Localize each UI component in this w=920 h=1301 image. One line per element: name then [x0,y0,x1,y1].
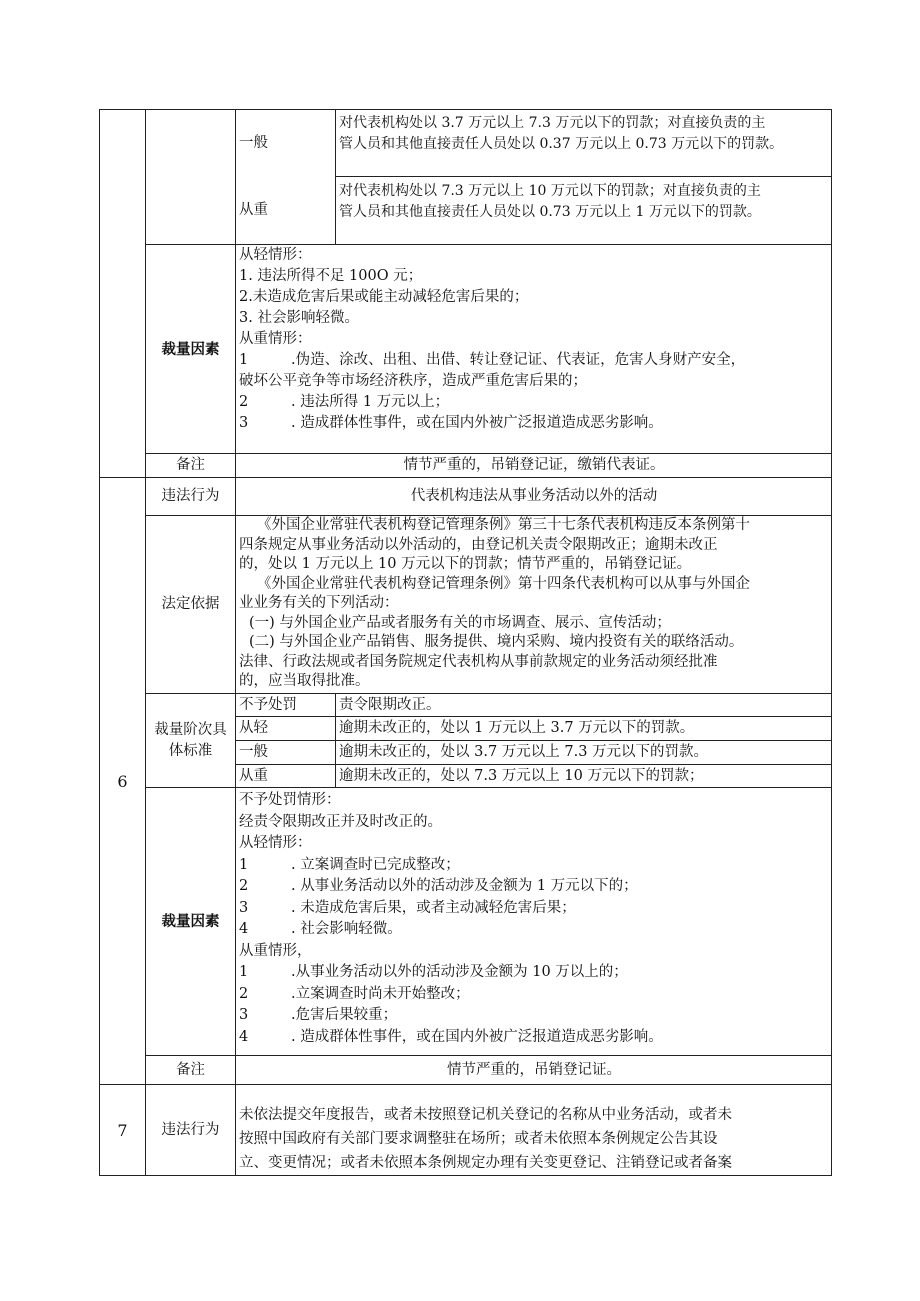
b7-violation-line3: 立、变更情况；或者未依照本条例规定办理有关变更登记、注销登记或者备案 [239,1155,732,1171]
b5-factors-content [236,245,832,453]
b5-level-heavy-line1: 对代表机构处以 7.3 万元以上 10 万元以下的罚款；对直接负责的主 [339,183,761,199]
b5-level-text-normal [336,113,832,173]
b6-light-4-text: . 社会影响轻微。 [291,921,402,937]
b6-heavy-4-num: 4 [239,1028,249,1045]
b6-none-title: 不予处罚情形： [239,792,341,808]
b5-light-3: 3. 社会影响轻微。 [239,310,359,326]
b6-none-1: 经责令限期改正并及时改正的。 [239,813,442,830]
b6-remark-text: 情节严重的，吊销登记证。 [447,1061,621,1078]
b6-level-label-none: 不予处罚 [239,696,297,713]
b5-light-title: 从轻情形： [239,247,312,263]
b6-heavy-item [239,962,832,984]
b5-level-label-normal: 一般 [239,134,268,151]
b7-violation-label: 违法行为 [161,1121,220,1138]
b5-level-normal-line1: 对代表机构处以 3.7 万元以上 7.3 万元以下的罚款；对直接负责的主 [339,115,766,131]
b6-heavy-item [239,984,832,1006]
b6-level-text-light: 逾期未改正的，处以 1 万元以上 3.7 万元以下的罚款。 [339,720,695,736]
b7-violation-line2: 按照中国政府有关部门要求调整驻在场所；或者未依照本条例规定公告其设 [239,1131,718,1147]
b5-heavy-2-text: . 违法所得 1 万元以上； [291,394,450,410]
b6-basis-line8: 法律、行政法规或者国务院规定代表机构从事前款规定的业务活动须经批准 [239,653,718,670]
b7-violation-content [236,1103,832,1175]
b6-factors-content [236,790,832,1055]
b6-basis-line1: 《外国企业常驻代表机构登记管理条例》第三十七条代表机构违反本条例第十 [257,517,750,533]
b6-light-1-text: . 立案调查时已完成整改； [291,856,460,873]
table-border-bottom [99,1175,832,1176]
b5-level-normal-line2: 管人员和其他直接责任人员处以 0.37 万元以上 0.73 万元以下的罚款。 [339,136,784,152]
b6-level-text-heavy: 逾期未改正的，处以 7.3 万元以上 10 万元以下的罚款； [339,767,704,784]
b6-basis-line5: 业业务有关的下列活动： [239,595,399,611]
b6-light-3-text: . 未造成危害后果，或者主动减轻危害后果； [291,899,576,916]
b6-factors-label: 裁量因素 [161,913,220,930]
b6-light-item [239,855,832,877]
b6-level-label-light: 从轻 [239,720,268,736]
b6-light-item [239,919,832,941]
b6-basis-line2: 四条规定从事业务活动以外活动的，由登记机关责令限期改正；逾期未改正 [239,536,718,553]
b6-basis-line6: (一) 与外国企业产品或者服务有关的市场调查、展示、宣传活动； [249,614,671,631]
b5-level-label-heavy: 从重 [239,202,268,218]
b6-heavy-1-text: .从事业务活动以外的活动涉及金额为 10 万以上的； [291,964,628,980]
b6-level-label-heavy: 从重 [239,767,268,784]
b5-heavy-2 [239,392,832,413]
b6-light-2-num: 2 [239,878,249,894]
b6-heavy-3-num: 3 [239,1007,249,1023]
b6-level-label-normal: 一般 [239,744,268,760]
b5-remark-label: 备注 [176,457,205,473]
b6-heavy-2-num: 2 [239,985,249,1002]
b6-light-2-text: . 从事业务活动以外的活动涉及金额为 1 万元以下的； [291,878,638,894]
b5-heavy-3-num: 3 [239,415,249,431]
b6-light-title: 从轻情形： [239,835,312,851]
b6-basis-line4: 《外国企业常驻代表机构登记管理条例》第十四条代表机构可以从事与外国企 [257,575,750,592]
b5-light-1: 1. 违法所得不足 100O 元； [239,268,423,284]
b6-remark-label: 备注 [176,1061,205,1078]
b6-levels-label-line2: 体标准 [168,742,213,759]
b6-light-item [239,898,832,920]
b6-levels-label-line1: 裁量阶次具 [154,721,227,738]
b5-heavy-2-num: 2 [239,394,249,410]
b6-heavy-item [239,1027,832,1049]
b5-level-heavy-line2: 管人员和其他直接责任人员处以 0.73 万元以上 1 万元以下的罚款。 [339,204,761,220]
b6-light-3-num: 3 [239,899,249,916]
b6-light-4-num: 4 [239,921,249,937]
b5-heavy-3 [239,413,832,434]
b6-light-item [239,876,832,898]
b5-heavy-1a [239,350,832,371]
b6-heavy-title: 从重情形， [239,942,312,959]
b6-heavy-2-text: .立案调查时尚未开始整改； [291,985,470,1002]
b6-heavy-item [239,1005,832,1027]
b6-basis-label: 法定依据 [161,596,220,612]
b6-light-1-num: 1 [239,856,249,873]
b5-heavy-1-num: 1 [239,352,249,368]
b5-light-2: 2.未造成危害后果或能主动减轻危害后果的； [239,289,529,305]
b6-violation-label: 违法行为 [161,488,220,504]
b5-factors-label: 裁量因素 [161,340,220,358]
b7-violation-line1: 未依法提交年度报告，或者未按照登记机关登记的名称从中业务活动，或者未 [239,1107,732,1123]
b6-basis-line7: (二) 与外国企业产品销售、服务提供、境内采购、境内投资有关的联络活动。 [249,634,744,650]
b6-levels-label [146,694,235,787]
b6-violation-text: 代表机构违法从事业务活动以外的活动 [410,488,658,504]
b5-remark-text: 情节严重的，吊销登记证，缴销代表证。 [403,457,665,473]
b7-row-number: 7 [117,1120,128,1140]
b6-heavy-4-text: . 造成群体性事件，或在国内外被广泛报道造成恶劣影响。 [291,1028,663,1045]
b6-basis-line9: 的，应当取得批准。 [239,673,370,689]
b6-heavy-1-num: 1 [239,964,249,980]
b6-basis-content [236,516,832,693]
b6-row-number: 6 [117,771,128,791]
b5-level-text-heavy [336,181,832,241]
b6-basis-line3: 的，处以 1 万元以上 10 万元以下的罚款；情节严重的，吊销登记证。 [239,556,692,572]
b6-level-text-normal: 逾期未改正的，处以 3.7 万元以上 7.3 万元以下的罚款。 [339,744,709,760]
b6-heavy-3-text: .危害后果较重； [291,1007,398,1023]
row-divider-b5-level [335,176,832,177]
b5-heavy-1a-text: .伪造、涂改、出租、出借、转让登记证、代表证，危害人身财产安全， [291,352,746,368]
row-divider-b6-factors [145,787,832,788]
b5-heavy-1b: 破坏公平竞争等市场经济秩序，造成严重危害后果的； [239,373,587,389]
b6-level-text-none: 责令限期改正。 [339,696,441,713]
table-border-top [99,109,832,110]
b5-heavy-title: 从重情形： [239,331,312,347]
b5-heavy-3-text: . 造成群体性事件，或在国内外被广泛报道造成恶劣影响。 [291,415,663,431]
